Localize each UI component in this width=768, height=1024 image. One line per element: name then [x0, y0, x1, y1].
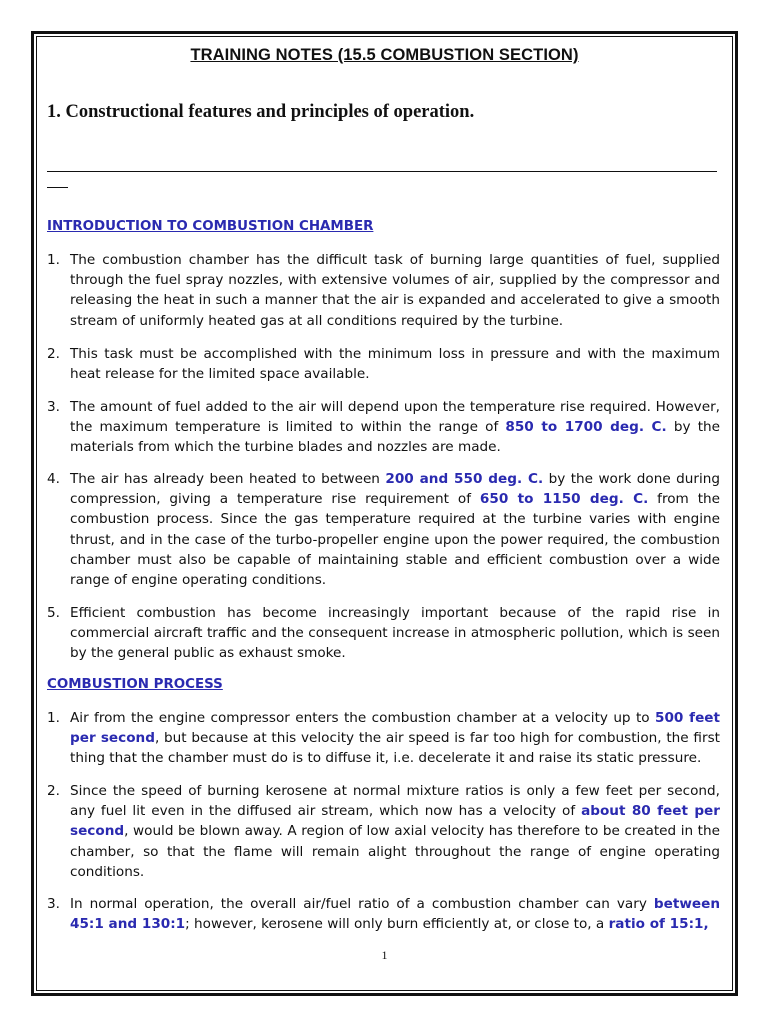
highlight-air-fuel-range: between 45:1 and 130:1: [70, 896, 720, 933]
intro-item-2: [47, 344, 720, 384]
process-item-1: [47, 708, 720, 769]
item-number: 2.: [47, 783, 60, 799]
item-number: 4.: [47, 471, 60, 487]
item-number: 2.: [47, 346, 60, 362]
highlight-velocity: 500 feet per second: [70, 710, 721, 747]
intro-item-1: [47, 250, 720, 331]
horizontal-rule: [47, 171, 717, 172]
highlight-temperature-range: 850 to 1700 deg. C.: [505, 419, 667, 436]
item-text: This task must be accomplished with the minimum loss in pressure and with the maximum heat release for the limited space available.: [70, 346, 720, 383]
item-number: 3.: [47, 896, 60, 912]
section-heading: 1. Constructional features and principles of operation.: [47, 102, 475, 122]
item-number: 5.: [47, 605, 60, 621]
intro-item-5: [47, 603, 720, 664]
item-text: Air from the engine compressor enters the combustion chamber at a velocity up to 500 feet per second, but because at this velocity the air speed is far too high for combustion, the first thing that the chamber must do is to diffuse it, i.e. decelerate it and raise its static pressure.: [70, 710, 721, 767]
page-number: 1: [381, 948, 388, 962]
process-item-2: [47, 781, 720, 882]
item-text: The air has already been heated to between 200 and 550 deg. C. by the work done during compression, giving a temperature rise requirement of 650 to 1150 deg. C. from the combustion process. Since the gas temperature required at the turbine varies with engine thrust, and in the case of the turbo-propeller engine upon the power required, the combustion chamber must also be capable of maintaining stable and efficient combustion over a wide range of engine operating conditions.: [70, 471, 721, 589]
item-number: 1.: [47, 710, 60, 726]
highlight-temp-rise: 650 to 1150 deg. C.: [479, 491, 649, 508]
item-number: 3.: [47, 399, 60, 415]
document-title: TRAINING NOTES (15.5 COMBUSTION SECTION): [190, 46, 579, 64]
item-text: In normal operation, the overall air/fuel ratio of a combustion chamber can vary between 45:1 and 130:1; however, kerosene will only burn efficiently at, or close to, a ratio of 15:1,: [70, 896, 720, 933]
item-text: Since the speed of burning kerosene at normal mixture ratios is only a few feet per second, any fuel lit even in the diffused air stream, which now has a velocity of about 80 feet per second, would be blown away. A region of low axial velocity has therefore to be created in the chamber, so that the flame will remain alight throughout the range of engine operating conditions.: [70, 783, 720, 880]
horizontal-rule-continuation: [47, 187, 68, 188]
highlight-diffused-velocity: about 80 feet per second: [70, 803, 720, 840]
intro-item-4: [47, 469, 720, 590]
introduction-heading: INTRODUCTION TO COMBUSTION CHAMBER: [47, 219, 374, 234]
intro-item-3: [47, 397, 720, 458]
item-text: Efficient combustion has become increasingly important because of the rapid rise in commercial aircraft traffic and the consequent increase in atmospheric pollution, which is seen by the general public as exhaust smoke.: [70, 605, 720, 662]
highlight-burn-ratio: ratio of 15:1,: [608, 916, 709, 933]
highlight-compression-temp: 200 and 550 deg. C.: [385, 471, 544, 487]
item-number: 1.: [47, 252, 60, 268]
item-text: The amount of fuel added to the air will depend upon the temperature rise required. However, the maximum temperature is limited to within the range of 850 to 1700 deg. C. by the materials from which the turbine blades and nozzles are made.: [70, 399, 720, 456]
item-text: The combustion chamber has the difficult task of burning large quantities of fuel, supplied through the fuel spray nozzles, with extensive volumes of air, supplied by the compressor and releasing the heat in such a manner that the air is expanded and accelerated to give a smooth stream of uniformly heated gas at all conditions required by the turbine.: [70, 252, 720, 329]
process-item-3: [47, 894, 720, 934]
combustion-process-heading: COMBUSTION PROCESS: [47, 677, 223, 692]
